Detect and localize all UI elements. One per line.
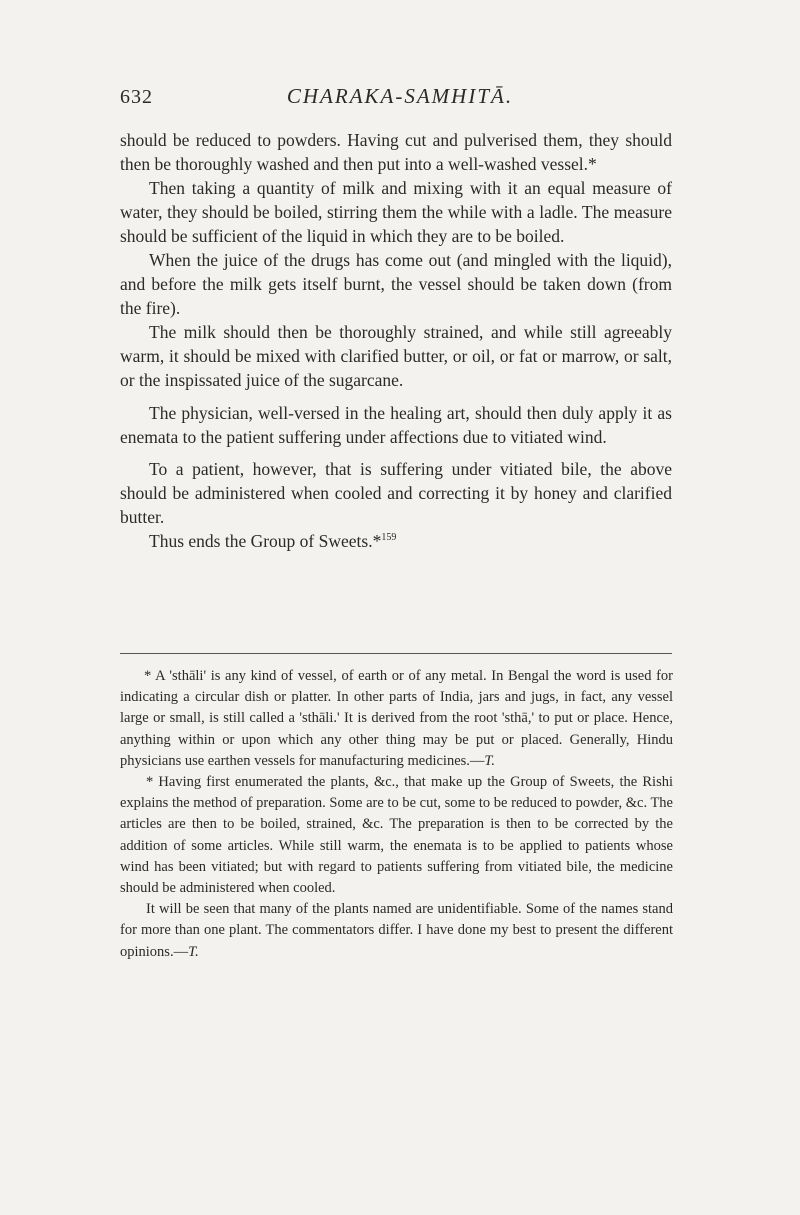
footnote-marker: * — [372, 531, 382, 551]
paragraph: The milk should then be thoroughly strained, and while still agreeably warm, it should be mixed with clarified butter, or oil, or fat or marrow, or salt, or the inspissated juice of the sugarcane. — [120, 322, 672, 390]
footnote: * Having first enumerated the plants, &c., that make up the Group of Sweets, the Rishi explains the method of preparation. Some are to be cut, some to be reduced to powder, &c. The articles are then to be boiled, strained, &c. The preparation is then to be corrected by the addition of some articles. While still warm, the enemata is to be applied to patients whose wind has been vitiated; but with regard to patients suffering from vitiated bile, the medicine should be administered when cooled. — [120, 774, 673, 897]
reference-number: 159 — [381, 532, 397, 544]
footnote-text: * A 'sthāli' is any kind of vessel, of earth or of any metal. In Bengal the word is used for indicating a circular dish or platter. In other parts of India, jars and jugs, in fact, any vessel large or small, is still called a 'sthāli.' It is derived from the root 'sthā,' to put or place. Hence, anything within or upon which any other thing may be put or placed. Generally, Hindu physicians use earthen vessels for manufacturing medicines.— — [120, 668, 673, 769]
closing-text: Thus ends the Group of Sweets. — [149, 531, 373, 551]
paragraph: Then taking a quantity of milk and mixing with it an equal measure of water, they should be boiled, stirring them the while with a ladle. The measure should be sufficient of the liquid in which they are to be boiled. — [120, 178, 672, 246]
main-text — [120, 128, 672, 553]
translator-mark: T. — [484, 752, 496, 769]
running-title: CHARAKA-SAMHITĀ. — [286, 84, 514, 108]
closing-line — [120, 529, 672, 553]
paragraph: When the juice of the drugs has come out (and mingled with the liquid), and before the milk gets itself burnt, the vessel should be taken down (from the fire). — [120, 250, 672, 318]
page-number: 632 — [120, 86, 153, 108]
footnotes — [120, 666, 673, 963]
paragraph: The physician, well-versed in the healing art, should then duly apply it as enemata to the patient suffering under affections due to vitiated wind. — [120, 403, 672, 447]
page-header — [120, 82, 680, 116]
footnote — [120, 899, 673, 963]
footnote-text: It will be seen that many of the plants named are unidentifiable. Some of the names stand for more than one plant. The commentators differ. I have done my best to present the different opinions.— — [120, 901, 673, 960]
translator-mark: T. — [188, 943, 199, 960]
footnote-divider — [120, 653, 672, 654]
footnote — [120, 666, 673, 772]
paragraph: should be reduced to powders. Having cut and pulverised them, they should then be thoroughly washed and then put into a well-washed vessel.* — [120, 130, 672, 174]
paragraph: To a patient, however, that is suffering under vitiated bile, the above should be administered when cooled and correcting it by honey and clarified butter. — [120, 459, 672, 527]
